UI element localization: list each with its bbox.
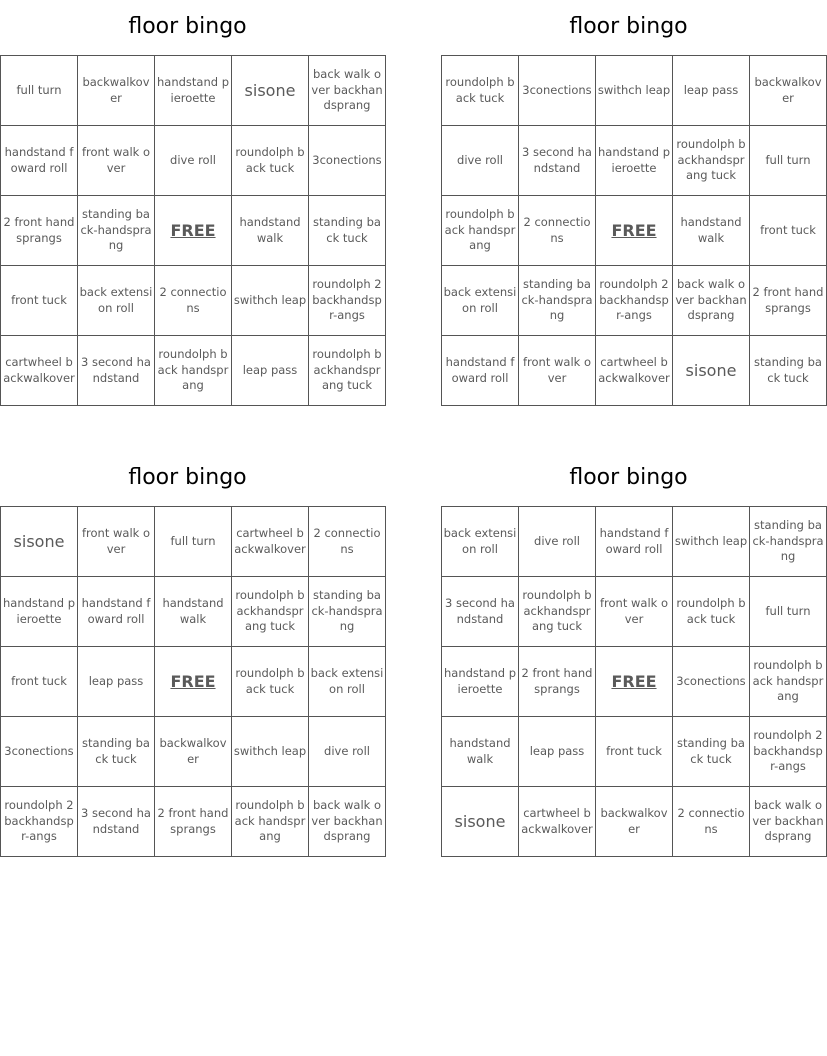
bingo-cell: front tuck — [1, 266, 78, 336]
card-title: floor bingo — [128, 465, 247, 490]
bingo-cell: 3conections — [309, 126, 386, 196]
bingo-cell: handstand foward roll — [596, 507, 673, 577]
bingo-cell: 3conections — [673, 647, 750, 717]
free-cell: FREE — [596, 647, 673, 717]
bingo-cell: roundolph back tuck — [673, 577, 750, 647]
bingo-cell: 3 second handstand — [442, 577, 519, 647]
bingo-row — [1, 787, 386, 857]
bingo-cell: standing back-handsprang — [750, 507, 827, 577]
bingo-row — [442, 647, 827, 717]
bingo-grid — [0, 55, 386, 406]
bingo-cell: back extension roll — [78, 266, 155, 336]
bingo-row — [1, 266, 386, 336]
bingo-cell: 3 second handstand — [519, 126, 596, 196]
bingo-cell: handstand walk — [232, 196, 309, 266]
bingo-row — [1, 507, 386, 577]
bingo-row — [1, 196, 386, 266]
bingo-cell: back walk over backhandsprang — [309, 56, 386, 126]
bingo-cell: front tuck — [1, 647, 78, 717]
bingo-cell: cartwheel backwalkover — [519, 787, 596, 857]
bingo-cell: swithch leap — [232, 717, 309, 787]
bingo-cell: full turn — [1, 56, 78, 126]
bingo-cell: cartwheel backwalkover — [1, 336, 78, 406]
bingo-cell: front walk over — [78, 126, 155, 196]
bingo-card-1 — [0, 0, 383, 406]
bingo-cell: backwalkover — [78, 56, 155, 126]
bingo-cell: back walk over backhandsprang — [673, 266, 750, 336]
bingo-cell: 2 front handsprangs — [519, 647, 596, 717]
bingo-cell: swithch leap — [232, 266, 309, 336]
free-cell: FREE — [155, 196, 232, 266]
bingo-cell: back walk over backhandsprang — [309, 787, 386, 857]
bingo-cell: sisone — [1, 507, 78, 577]
bingo-cell: handstand walk — [673, 196, 750, 266]
bingo-row — [442, 787, 827, 857]
bingo-row — [442, 336, 827, 406]
bingo-cell: 2 connections — [309, 507, 386, 577]
bingo-cell: back extension roll — [442, 266, 519, 336]
bingo-cell: full turn — [750, 126, 827, 196]
bingo-cell: handstand pieroette — [155, 56, 232, 126]
free-cell: FREE — [596, 196, 673, 266]
bingo-row — [442, 507, 827, 577]
bingo-cell: 2 front handsprangs — [155, 787, 232, 857]
bingo-row — [442, 126, 827, 196]
bingo-cell: handstand walk — [155, 577, 232, 647]
bingo-card-3 — [0, 451, 384, 857]
bingo-row — [442, 56, 827, 126]
bingo-cell: roundolph back handsprang — [155, 336, 232, 406]
bingo-row — [442, 577, 827, 647]
bingo-cell: leap pass — [78, 647, 155, 717]
bingo-cell: front tuck — [750, 196, 827, 266]
bingo-cell: handstand foward roll — [442, 336, 519, 406]
bingo-cell: standing back-handsprang — [78, 196, 155, 266]
bingo-cell: roundolph backhandsprang tuck — [673, 126, 750, 196]
bingo-cell: standing back tuck — [673, 717, 750, 787]
bingo-cell: handstand foward roll — [1, 126, 78, 196]
bingo-cell: backwalkover — [750, 56, 827, 126]
bingo-cell: handstand walk — [442, 717, 519, 787]
bingo-cell: roundolph back tuck — [442, 56, 519, 126]
bingo-cell: 3 second handstand — [78, 336, 155, 406]
card-title: floor bingo — [569, 14, 688, 39]
bingo-cell: standing back tuck — [750, 336, 827, 406]
bingo-cell: 2 connections — [673, 787, 750, 857]
bingo-cell: roundolph 2 backhandspr-angs — [750, 717, 827, 787]
bingo-row — [442, 196, 827, 266]
bingo-cell: roundolph back tuck — [232, 647, 309, 717]
bingo-row — [1, 126, 386, 196]
bingo-grid — [0, 506, 386, 857]
bingo-cell: swithch leap — [673, 507, 750, 577]
bingo-cell: backwalkover — [155, 717, 232, 787]
bingo-cell: dive roll — [155, 126, 232, 196]
bingo-card-2 — [441, 0, 824, 406]
bingo-cell: swithch leap — [596, 56, 673, 126]
bingo-cell: backwalkover — [596, 787, 673, 857]
bingo-row — [1, 577, 386, 647]
bingo-cell: roundolph 2 backhandspr-angs — [596, 266, 673, 336]
bingo-row — [1, 647, 386, 717]
bingo-cell: front walk over — [519, 336, 596, 406]
bingo-cell: back extension roll — [442, 507, 519, 577]
bingo-cell: full turn — [750, 577, 827, 647]
bingo-cell: 3 second handstand — [78, 787, 155, 857]
bingo-cell: standing back tuck — [309, 196, 386, 266]
bingo-cell: 3conections — [519, 56, 596, 126]
bingo-cell: roundolph back handsprang — [232, 787, 309, 857]
bingo-cell: roundolph 2 backhandspr-angs — [309, 266, 386, 336]
free-cell: FREE — [155, 647, 232, 717]
bingo-cell: standing back tuck — [78, 717, 155, 787]
bingo-cell: front walk over — [78, 507, 155, 577]
bingo-cell: sisone — [442, 787, 519, 857]
bingo-cell: cartwheel backwalkover — [232, 507, 309, 577]
bingo-cell: cartwheel backwalkover — [596, 336, 673, 406]
bingo-cell: 2 connections — [155, 266, 232, 336]
bingo-cell: handstand pieroette — [596, 126, 673, 196]
bingo-cell: standing back-handsprang — [519, 266, 596, 336]
bingo-cell: dive roll — [309, 717, 386, 787]
card-title: floor bingo — [569, 465, 688, 490]
card-title: floor bingo — [128, 14, 247, 39]
bingo-cell: sisone — [232, 56, 309, 126]
bingo-cell: back extension roll — [309, 647, 386, 717]
bingo-row — [1, 56, 386, 126]
bingo-cell: 3conections — [1, 717, 78, 787]
bingo-cell: 2 connections — [519, 196, 596, 266]
bingo-cell: front tuck — [596, 717, 673, 787]
bingo-row — [1, 717, 386, 787]
bingo-cell: handstand pieroette — [1, 577, 78, 647]
bingo-cell: roundolph back handsprang — [442, 196, 519, 266]
bingo-cell: leap pass — [232, 336, 309, 406]
bingo-cell: roundolph backhandsprang tuck — [519, 577, 596, 647]
bingo-cell: leap pass — [673, 56, 750, 126]
bingo-cell: roundolph 2 backhandspr-angs — [1, 787, 78, 857]
bingo-cell: dive roll — [442, 126, 519, 196]
bingo-cell: full turn — [155, 507, 232, 577]
bingo-grid — [441, 506, 827, 857]
bingo-grid — [441, 55, 827, 406]
bingo-cell: 2 front handsprangs — [750, 266, 827, 336]
bingo-cell: dive roll — [519, 507, 596, 577]
bingo-cell: front walk over — [596, 577, 673, 647]
bingo-row — [442, 717, 827, 787]
bingo-cell: 2 front handsprangs — [1, 196, 78, 266]
bingo-cell: sisone — [673, 336, 750, 406]
bingo-cell: handstand pieroette — [442, 647, 519, 717]
bingo-cell: roundolph backhandsprang tuck — [309, 336, 386, 406]
bingo-card-4 — [441, 451, 824, 857]
bingo-cell: leap pass — [519, 717, 596, 787]
bingo-row — [1, 336, 386, 406]
bingo-cell: standing back-handsprang — [309, 577, 386, 647]
bingo-cell: roundolph backhandsprang tuck — [232, 577, 309, 647]
bingo-row — [442, 266, 827, 336]
bingo-cell: roundolph back handsprang — [750, 647, 827, 717]
bingo-cell: back walk over backhandsprang — [750, 787, 827, 857]
bingo-cell: roundolph back tuck — [232, 126, 309, 196]
bingo-cell: handstand foward roll — [78, 577, 155, 647]
